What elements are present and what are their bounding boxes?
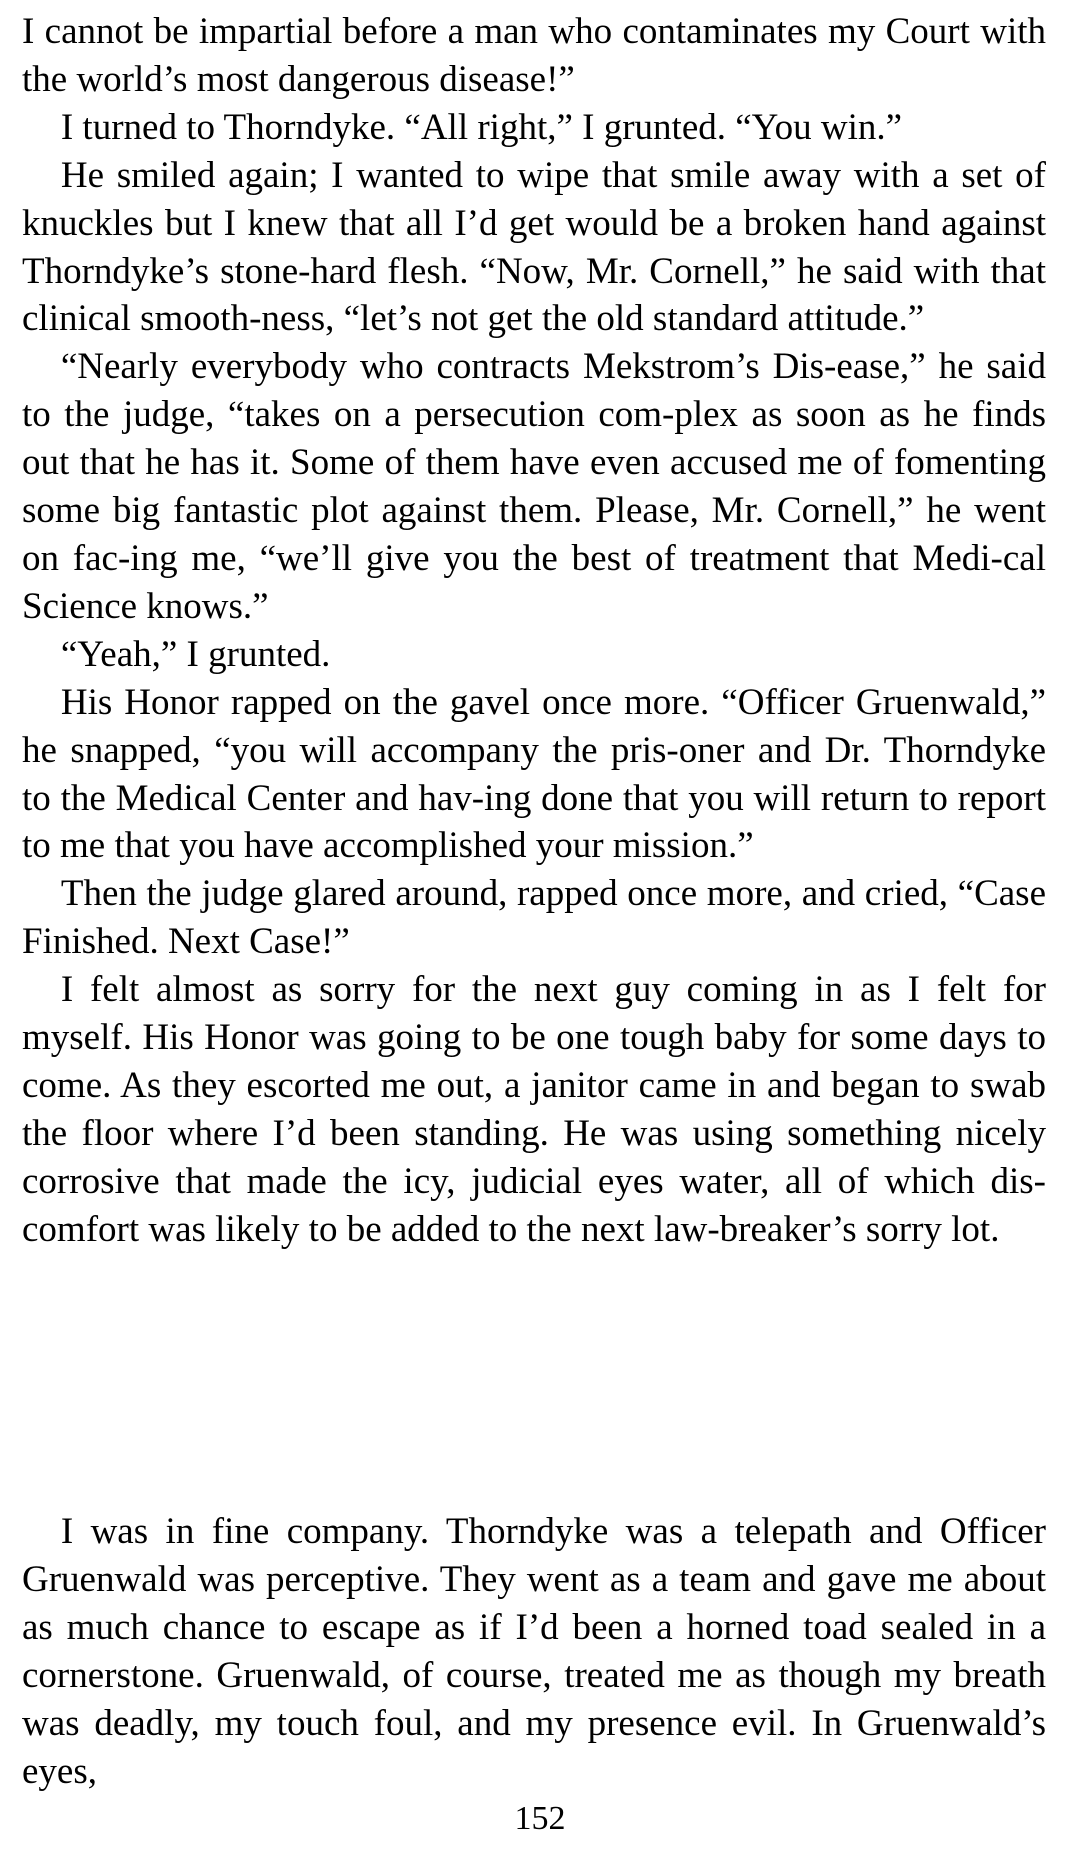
text-block-main xyxy=(22,8,1046,1254)
paragraph: He smiled again; I wanted to wipe that smile away with a set of knuckles but I knew that all I’d get would be a broken hand against Thorndyke’s stone-hard flesh. “Now, Mr. Cornell,” he said with that clinical smooth-ness, “let’s not get the old standard attitude.” xyxy=(22,154,1046,340)
paragraph: “Nearly everybody who contracts Mekstrom’s Dis-ease,” he said to the judge, “takes on a persecution com-plex as soon as he finds out that he has it. Some of them have even accused me of fomenting some big fantastic plot against them. Please, Mr. Cornell,” he went on fac-ing me, “we’ll give you the best of treatment that Medi-cal Science knows.” xyxy=(22,346,1046,627)
paragraph: I felt almost as sorry for the next guy coming in as I felt for myself. His Honor was going to be one tough baby for some days to come. As they escorted me out, a janitor came in and began to swab the floor where I’d been standing. He was using something nicely corrosive that made the icy, judicial eyes water, all of which dis-comfort was likely to be added to the next law-breaker’s sorry lot. xyxy=(22,969,1046,1250)
paragraph: His Honor rapped on the gavel once more. “Officer Gruenwald,” he snapped, “you will accompany the pris-oner and Dr. Thorndyke to the Medical Center and hav-ing done that you will return to report to me that you have accomplished your mission.” xyxy=(22,681,1046,867)
paragraph: Then the judge glared around, rapped once more, and cried, “Case Finished. Next Case!” xyxy=(22,873,1046,963)
text-block-section-2 xyxy=(22,1508,1046,1795)
paragraph: I cannot be impartial before a man who contaminates my Court with the world’s most dangerous disease!” xyxy=(22,11,1046,100)
paragraph: “Yeah,” I grunted. xyxy=(60,633,331,675)
paragraph: I was in fine company. Thorndyke was a telepath and Officer Gruenwald was perceptive. They went as a team and gave me about as much chance to escape as if I’d been a horned toad sealed in a cornerstone. Gruenwald, of course, treated me as though my breath was deadly, my touch foul, and my presence evil. In Gruenwald’s eyes, xyxy=(22,1511,1046,1792)
page-number: 152 xyxy=(514,1800,566,1837)
paragraph: I turned to Thorndyke. “All right,” I grunted. “You win.” xyxy=(60,106,903,148)
